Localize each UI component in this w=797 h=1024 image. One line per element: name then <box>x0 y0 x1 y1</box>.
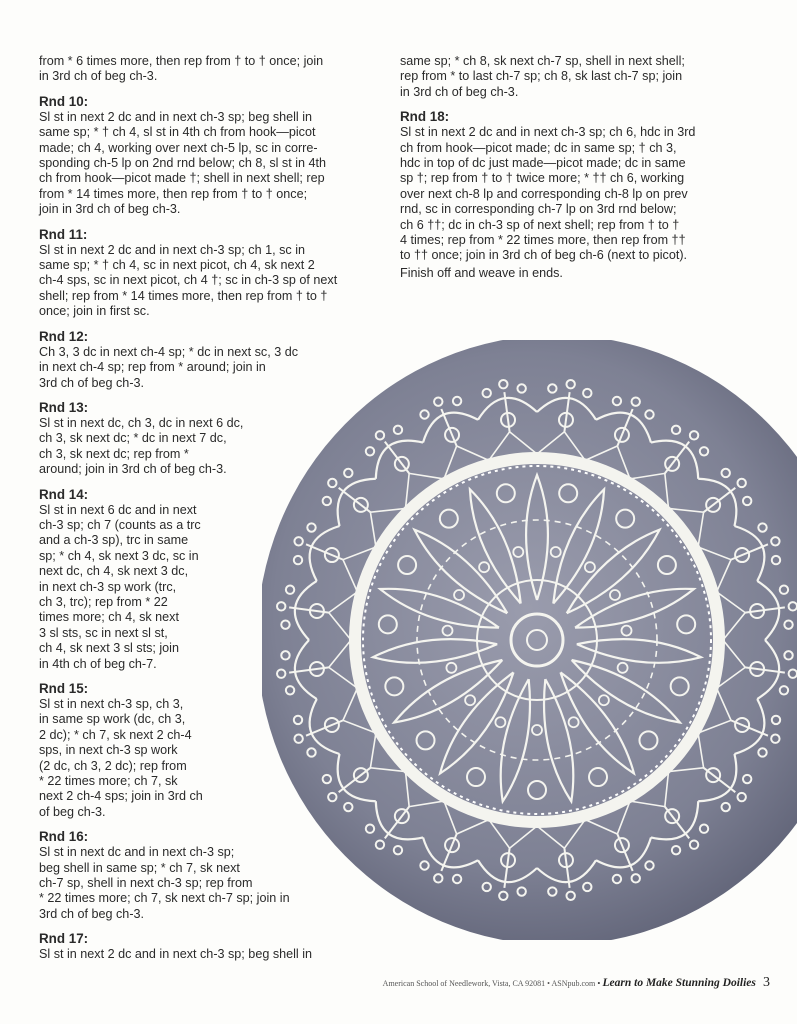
round-15-heading: Rnd 15: <box>39 681 89 696</box>
left-intro-text: from * 6 times more, then rep from † to † once; join in 3rd ch of beg ch-3. <box>39 54 324 84</box>
round-11-text: Sl st in next 2 dc and in next ch-3 sp; ch 1, sc in same sp; * † ch 4, sc in next picot, ch 4, sk next 2 ch-4 sps, sc in next picot, ch 4 †; sc in ch-3 sp of next shell; rep from * 14 times more, then rep from † to † once; join in first sc. <box>39 242 338 319</box>
round-18-text: Sl st in next 2 dc and in next ch-3 sp; ch 6, hdc in 3rd ch from hook—picot made; dc in same sp; † ch 3, hdc in top of dc just made—picot made; dc in same sp †; rep from † to † twice more; * †† ch 6, working over next ch-8 lp and corresponding ch-8 lp on prev rnd, sc in corresponding ch-7 lp on 3rd rnd below; ch 6 ††; dc in ch-3 sp of next shell; rep from † to † 4 times; rep from * 22 times more, then rep from †† to †† once; join in 3rd ch of beg ch-6 (next to picot). <box>400 125 696 263</box>
round-10-text: Sl st in next 2 dc and in next ch-3 sp; beg shell in same sp; * † ch 4, sl st in 4th ch from hook—picot made; ch 4, working over next ch-5 lp, sc in corre- sponding ch-5 lp on 2nd rnd below; ch 8, sl st in 4th ch from hook—picot made †; shell in next shell; rep from * 14 times more, then rep from † to † once; join in 3rd ch of beg ch-3. <box>39 109 327 217</box>
round-15-text: Sl st in next ch-3 sp, ch 3, in same sp work (dc, ch 3, 2 dc); * ch 7, sk next 2 ch-4 sps, in next ch-3 sp work (2 dc, ch 3, 2 dc); rep from * 22 times more; ch 7, sk next 2 ch-4 sps; join in 3rd ch of beg ch-3. <box>39 697 203 819</box>
page-footer <box>300 976 770 991</box>
footer-book-title: Learn to Make Stunning Doilies <box>602 977 756 989</box>
footer-publisher: American School of Needlework, Vista, CA 92081 • ASNpub.com <box>382 979 596 988</box>
round-18-heading: Rnd 18: <box>400 109 450 125</box>
round-11-heading: Rnd 11: <box>39 226 88 242</box>
round-12-text: Ch 3, 3 dc in next ch-4 sp; * dc in next sc, 3 dc in next ch-4 sp; rep from * around; join in 3rd ch of beg ch-3. <box>39 344 299 390</box>
doily-photo <box>262 340 797 940</box>
round-14-text: Sl st in next 6 dc and in next ch-3 sp; ch 7 (counts as a trc and a ch-3 sp), trc in same sp; * ch 4, sk next 3 dc, sc in next dc, ch 4, sk next 3 dc, in next ch-3 sp work (trc, ch 3, trc); rep from * 22 times more; ch 4, sk next 3 sl sts, sc in next sl st, ch 4, sk next 3 sl sts; join in 4th ch of beg ch-7. <box>39 502 201 671</box>
round-14-heading: Rnd 14: <box>39 486 89 502</box>
doily-illustration <box>262 340 797 940</box>
right-column <box>400 54 760 281</box>
page-number: 3 <box>763 975 770 990</box>
round-16-text: Sl st in next dc and in next ch-3 sp; beg shell in same sp; * ch 7, sk next ch-7 sp, shell in next ch-3 sp; rep from * 22 times more; ch 7, sk next ch-7 sp; join in 3rd ch of beg ch-3. <box>39 845 290 921</box>
round-13-text: Sl st in next dc, ch 3, dc in next 6 dc, ch 3, sk next dc; * dc in next 7 dc, ch 3, sk next dc; rep from * around; join in 3rd ch of beg ch-3. <box>39 415 244 477</box>
round-17-text: Sl st in next 2 dc and in next ch-3 sp; beg shell in <box>39 947 313 962</box>
round-12-heading: Rnd 12: <box>39 328 89 344</box>
round-13-heading: Rnd 13: <box>39 399 89 415</box>
finish-instructions: Finish off and weave in ends. <box>400 265 563 280</box>
round-10-heading: Rnd 10: <box>39 93 89 109</box>
footer-separator: • <box>597 978 601 988</box>
round-17-heading: Rnd 17: <box>39 931 89 947</box>
round-16-heading: Rnd 16: <box>39 829 89 845</box>
right-intro-text: same sp; * ch 8, sk next ch-7 sp, shell in next shell; rep from * to last ch-7 sp; ch 8, sk last ch-7 sp; join in 3rd ch of beg ch-3. <box>400 54 685 99</box>
